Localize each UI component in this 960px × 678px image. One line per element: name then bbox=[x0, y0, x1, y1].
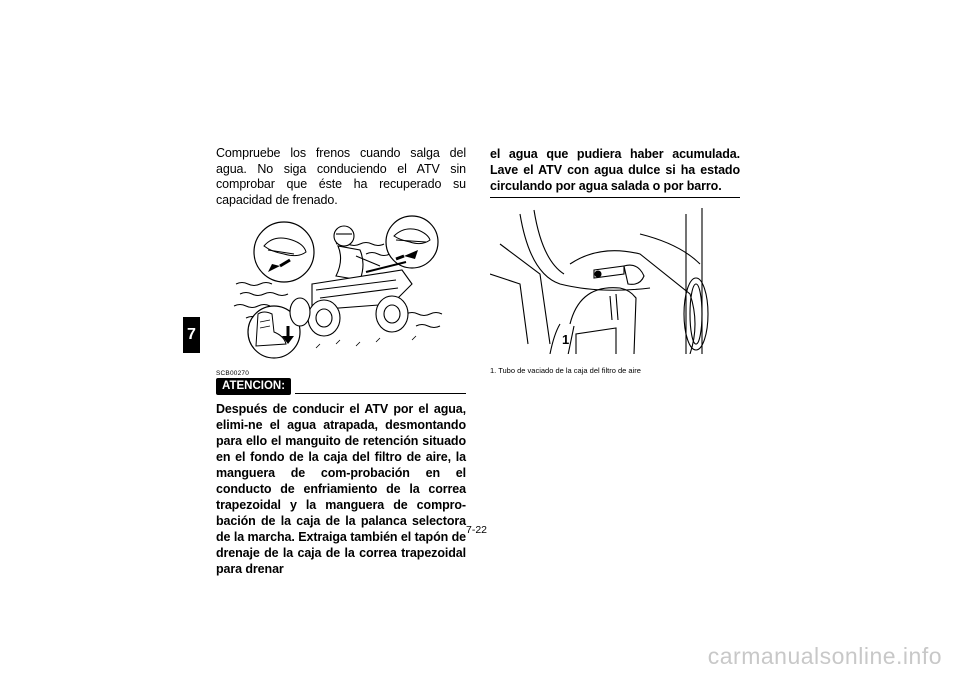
caution-end-rule bbox=[490, 197, 740, 198]
figure-caption: 1. Tubo de vaciado de la caja del filtro de aire bbox=[490, 366, 641, 375]
air-filter-figure bbox=[490, 204, 740, 354]
left-column bbox=[216, 146, 466, 577]
throttle-right-inset bbox=[386, 216, 438, 268]
caution-header bbox=[216, 378, 466, 395]
atv-water-illustration bbox=[216, 214, 466, 364]
intro-text: Compruebe los frenos cuando salga del agua. No siga conduciendo el ATV sin comprobar que éste ha recuperado su capacidad de frenado. bbox=[216, 146, 466, 207]
air-filter-drain-illustration bbox=[490, 204, 740, 354]
notice-code: SCB00270 bbox=[216, 370, 250, 377]
right-column bbox=[490, 146, 740, 375]
caution-badge: ATENCION: bbox=[216, 378, 291, 395]
page-number: 7-22 bbox=[466, 524, 488, 536]
watermark: carmanualsonline.info bbox=[707, 643, 942, 669]
caution-text-continued: el agua que pudiera haber acumulada. Lave el ATV con agua dulce si ha estado circulando por agua salada o por barro. bbox=[490, 147, 740, 193]
caution-rule bbox=[295, 393, 466, 394]
section-tab: 7 bbox=[183, 317, 200, 353]
brake-lever-left-inset bbox=[254, 222, 314, 282]
caution-text: Después de conducir el ATV por el agua, elimi-ne el agua atrapada, desmontando para ello el manguito de retención situado en el fondo de la caja del filtro de aire, la manguera de com-probación en el conducto de enfriamiento de la correa trapezoidal y la manguera de compro-bación de la caja de la palanca selectora de la marcha. Extraiga también el tapón de drenaje de la caja de la correa trapezoidal para drenar bbox=[216, 402, 466, 576]
callout-number: 1 bbox=[562, 332, 570, 347]
